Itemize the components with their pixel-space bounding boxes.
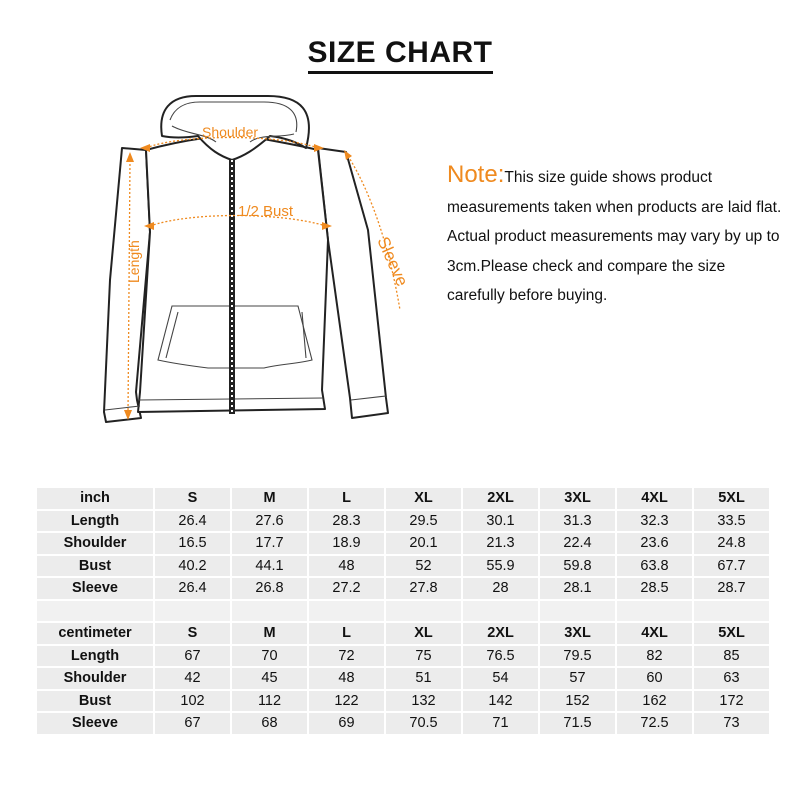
measurement-value-cell: 28.7 bbox=[694, 578, 769, 599]
measurement-value-cell: 32.3 bbox=[617, 511, 692, 532]
measurement-value-cell: 29.5 bbox=[386, 511, 461, 532]
sleeve-label: Sleeve bbox=[373, 233, 412, 290]
table-row bbox=[37, 713, 769, 734]
measurement-value-cell: 85 bbox=[694, 646, 769, 667]
measurement-value-cell: 44.1 bbox=[232, 556, 307, 577]
size-table-body bbox=[37, 488, 769, 734]
measurement-value-cell: 42 bbox=[155, 668, 230, 689]
table-spacer-row bbox=[37, 601, 769, 622]
measurement-label-cell: Sleeve bbox=[37, 713, 153, 734]
measurement-value-cell: 162 bbox=[617, 691, 692, 712]
measurement-value-cell: 63.8 bbox=[617, 556, 692, 577]
measurement-value-cell: 142 bbox=[463, 691, 538, 712]
measurement-value-cell: 71 bbox=[463, 713, 538, 734]
size-header-cell: 5XL bbox=[694, 623, 769, 644]
measurement-value-cell: 27.6 bbox=[232, 511, 307, 532]
measurement-value-cell: 48 bbox=[309, 556, 384, 577]
measurement-value-cell: 75 bbox=[386, 646, 461, 667]
size-header-cell: 3XL bbox=[540, 623, 615, 644]
spacer-cell bbox=[309, 601, 384, 622]
size-header-cell: XL bbox=[386, 488, 461, 509]
table-row bbox=[37, 578, 769, 599]
size-header-cell: 4XL bbox=[617, 488, 692, 509]
measurement-value-cell: 45 bbox=[232, 668, 307, 689]
size-header-cell: 2XL bbox=[463, 488, 538, 509]
size-header-cell: 5XL bbox=[694, 488, 769, 509]
length-label: Length bbox=[126, 240, 142, 283]
measurement-value-cell: 54 bbox=[463, 668, 538, 689]
spacer-cell bbox=[694, 601, 769, 622]
hoodie-diagram bbox=[100, 88, 440, 433]
measurement-label-cell: Shoulder bbox=[37, 533, 153, 554]
measurement-value-cell: 112 bbox=[232, 691, 307, 712]
size-header-cell: L bbox=[309, 623, 384, 644]
measurement-value-cell: 72 bbox=[309, 646, 384, 667]
spacer-cell bbox=[386, 601, 461, 622]
measurement-value-cell: 48 bbox=[309, 668, 384, 689]
measurement-value-cell: 152 bbox=[540, 691, 615, 712]
measurement-value-cell: 67 bbox=[155, 713, 230, 734]
measurement-value-cell: 33.5 bbox=[694, 511, 769, 532]
table-row bbox=[37, 691, 769, 712]
note-block bbox=[447, 160, 787, 311]
spacer-cell bbox=[540, 601, 615, 622]
measurement-value-cell: 24.8 bbox=[694, 533, 769, 554]
shoulder-label: Shoulder bbox=[202, 124, 259, 140]
measurement-value-cell: 51 bbox=[386, 668, 461, 689]
measurement-label-cell: Bust bbox=[37, 691, 153, 712]
measurement-value-cell: 79.5 bbox=[540, 646, 615, 667]
spacer-cell bbox=[155, 601, 230, 622]
measurement-value-cell: 63 bbox=[694, 668, 769, 689]
measurement-value-cell: 69 bbox=[309, 713, 384, 734]
size-header-cell: L bbox=[309, 488, 384, 509]
table-row bbox=[37, 668, 769, 689]
measurement-value-cell: 132 bbox=[386, 691, 461, 712]
measurement-value-cell: 22.4 bbox=[540, 533, 615, 554]
measurement-value-cell: 59.8 bbox=[540, 556, 615, 577]
size-header-cell: M bbox=[232, 623, 307, 644]
spacer-cell bbox=[232, 601, 307, 622]
size-header-cell: 3XL bbox=[540, 488, 615, 509]
table-row bbox=[37, 533, 769, 554]
measurement-value-cell: 28.5 bbox=[617, 578, 692, 599]
measurement-value-cell: 52 bbox=[386, 556, 461, 577]
measurement-value-cell: 30.1 bbox=[463, 511, 538, 532]
measurement-value-cell: 21.3 bbox=[463, 533, 538, 554]
measurement-label-cell: Shoulder bbox=[37, 668, 153, 689]
unit-header-cell: inch bbox=[37, 488, 153, 509]
note-text: This size guide shows product measurements taken when products are laid flat. Actual product measurements may vary by up to 3cm.Please check and compare the size carefully before buying. bbox=[447, 169, 782, 305]
note-label: Note: bbox=[447, 161, 505, 188]
measurement-value-cell: 16.5 bbox=[155, 533, 230, 554]
measurement-label-cell: Length bbox=[37, 646, 153, 667]
measurement-value-cell: 26.8 bbox=[232, 578, 307, 599]
measurement-label-cell: Sleeve bbox=[37, 578, 153, 599]
spacer-cell bbox=[617, 601, 692, 622]
table-row bbox=[37, 556, 769, 577]
unit-header-cell: centimeter bbox=[37, 623, 153, 644]
measurement-value-cell: 27.8 bbox=[386, 578, 461, 599]
size-header-cell: XL bbox=[386, 623, 461, 644]
measurement-value-cell: 68 bbox=[232, 713, 307, 734]
size-header-cell: S bbox=[155, 623, 230, 644]
measurement-value-cell: 23.6 bbox=[617, 533, 692, 554]
measurement-value-cell: 57 bbox=[540, 668, 615, 689]
measurement-value-cell: 67 bbox=[155, 646, 230, 667]
spacer-cell bbox=[463, 601, 538, 622]
measurement-value-cell: 26.4 bbox=[155, 578, 230, 599]
measurement-value-cell: 17.7 bbox=[232, 533, 307, 554]
size-header-cell: 2XL bbox=[463, 623, 538, 644]
measurement-value-cell: 172 bbox=[694, 691, 769, 712]
table-header-row bbox=[37, 623, 769, 644]
measurement-value-cell: 28.3 bbox=[309, 511, 384, 532]
measurement-value-cell: 18.9 bbox=[309, 533, 384, 554]
measurement-value-cell: 28 bbox=[463, 578, 538, 599]
size-table bbox=[35, 486, 771, 736]
page-title: SIZE CHART bbox=[0, 36, 800, 70]
measurement-value-cell: 55.9 bbox=[463, 556, 538, 577]
measurement-value-cell: 73 bbox=[694, 713, 769, 734]
measurement-value-cell: 70 bbox=[232, 646, 307, 667]
measurement-value-cell: 28.1 bbox=[540, 578, 615, 599]
measurement-value-cell: 70.5 bbox=[386, 713, 461, 734]
size-header-cell: S bbox=[155, 488, 230, 509]
measurement-value-cell: 76.5 bbox=[463, 646, 538, 667]
measurement-label-cell: Bust bbox=[37, 556, 153, 577]
size-header-cell: 4XL bbox=[617, 623, 692, 644]
table-row bbox=[37, 646, 769, 667]
measurement-value-cell: 122 bbox=[309, 691, 384, 712]
spacer-cell bbox=[37, 601, 153, 622]
measurement-value-cell: 31.3 bbox=[540, 511, 615, 532]
table-row bbox=[37, 511, 769, 532]
measurement-value-cell: 67.7 bbox=[694, 556, 769, 577]
measurement-value-cell: 20.1 bbox=[386, 533, 461, 554]
measurement-value-cell: 27.2 bbox=[309, 578, 384, 599]
measurement-value-cell: 72.5 bbox=[617, 713, 692, 734]
table-header-row bbox=[37, 488, 769, 509]
measurement-value-cell: 40.2 bbox=[155, 556, 230, 577]
measurement-value-cell: 26.4 bbox=[155, 511, 230, 532]
bust-label: 1/2 Bust bbox=[238, 203, 294, 220]
measurement-value-cell: 102 bbox=[155, 691, 230, 712]
size-header-cell: M bbox=[232, 488, 307, 509]
size-tables bbox=[35, 486, 771, 736]
measurement-value-cell: 71.5 bbox=[540, 713, 615, 734]
measurement-value-cell: 82 bbox=[617, 646, 692, 667]
measurement-value-cell: 60 bbox=[617, 668, 692, 689]
measurement-label-cell: Length bbox=[37, 511, 153, 532]
